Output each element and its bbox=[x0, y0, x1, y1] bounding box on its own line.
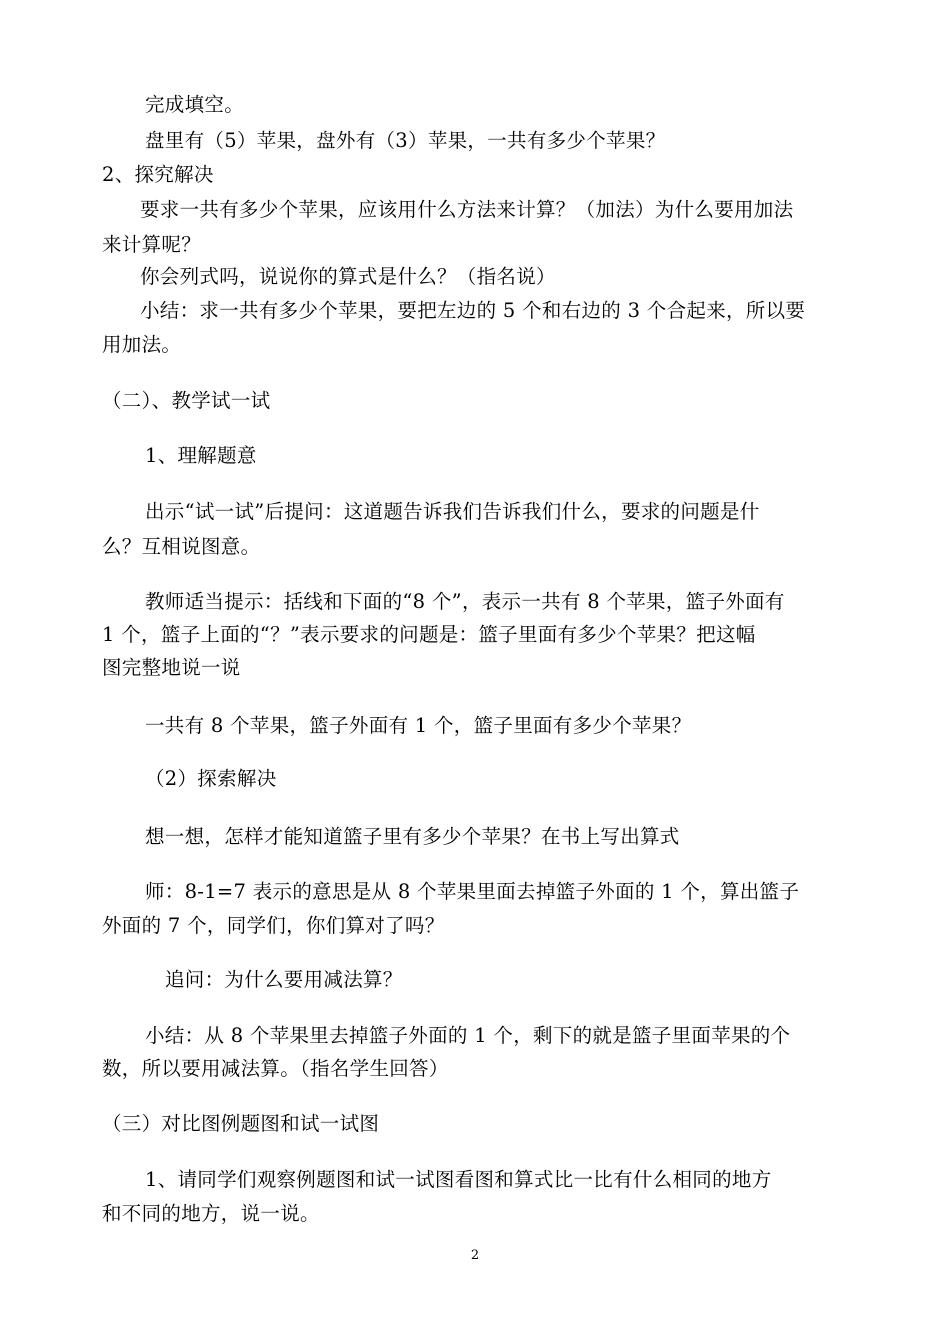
section-heading: （三）对比图例题图和试一试图 bbox=[102, 1112, 380, 1135]
text-line: 小结：求一共有多少个苹果，要把左边的 5 个和右边的 3 个合起来，所以要 bbox=[140, 299, 806, 322]
text-line: 要求一共有多少个苹果，应该用什么方法来计算？（加法）为什么要用加法 bbox=[140, 198, 794, 221]
text-line: 完成填空。 bbox=[145, 93, 245, 116]
text-line: 1 个，篮子上面的“？”表示要求的问题是：篮子里面有多少个苹果？把这幅 bbox=[102, 623, 756, 646]
text-line: 一共有 8 个苹果，篮子外面有 1 个，篮子里面有多少个苹果？ bbox=[145, 714, 692, 737]
text-line: 图完整地说一说 bbox=[102, 656, 241, 679]
section-heading: （2）探索解决 bbox=[145, 767, 277, 790]
text-line: 来计算呢？ bbox=[102, 233, 202, 256]
text-line: 你会列式吗，说说你的算式是什么？（指名说） bbox=[140, 265, 556, 288]
text-line: 1、请同学们观察例题图和试一试图看图和算式比一比有什么相同的地方 bbox=[145, 1168, 772, 1191]
section-heading: （二）、教学试一试 bbox=[102, 389, 271, 412]
text-line: 和不同的地方，说一说。 bbox=[102, 1202, 320, 1225]
text-line: 数，所以要用减法算。（指名学生回答） bbox=[102, 1057, 449, 1080]
text-line: 教师适当提示：括线和下面的“8 个”，表示一共有 8 个苹果，篮子外面有 bbox=[145, 590, 785, 613]
text-line: 想一想，怎样才能知道篮子里有多少个苹果？在书上写出算式 bbox=[145, 825, 680, 848]
text-line: 盘里有（5）苹果，盘外有（3）苹果，一共有多少个苹果？ bbox=[145, 129, 666, 152]
text-line: 师：8-1=7 表示的意思是从 8 个苹果里面去掉篮子外面的 1 个，算出篮子 bbox=[145, 880, 800, 903]
text-line: 小结：从 8 个苹果里去掉篮子外面的 1 个，剩下的就是篮子里面苹果的个 bbox=[145, 1024, 791, 1047]
section-heading: 1、理解题意 bbox=[145, 444, 257, 467]
section-heading: 2、探究解决 bbox=[102, 163, 214, 186]
text-line: 外面的 7 个，同学们，你们算对了吗？ bbox=[102, 914, 445, 937]
page-number: 2 bbox=[470, 1248, 480, 1263]
text-line: 么？互相说图意。 bbox=[102, 535, 261, 558]
text-line: 用加法。 bbox=[102, 333, 182, 356]
text-line: 出示“试一试”后提问：这道题告诉我们告诉我们什么，要求的问题是什 bbox=[145, 500, 760, 523]
text-line: 追问：为什么要用减法算？ bbox=[165, 968, 403, 991]
